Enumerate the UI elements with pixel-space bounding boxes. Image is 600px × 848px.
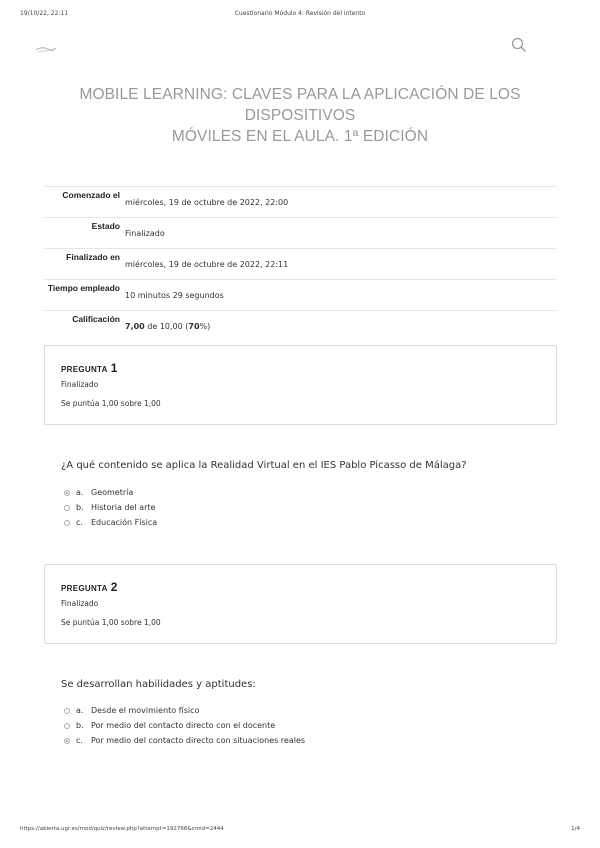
radio-icon[interactable] (64, 708, 70, 714)
answer-text: Desde el movimiento físico (91, 706, 200, 715)
radio-checked-icon[interactable] (64, 738, 70, 744)
answer-letter: a. (76, 706, 84, 715)
question-num: 1 (110, 361, 118, 375)
answer-text: Educación Física (91, 518, 158, 527)
question-1-text: ¿A qué contenido se aplica la Realidad Virtual en el IES Pablo Picasso de Málaga? (61, 460, 467, 471)
print-footer (20, 826, 580, 836)
attempt-summary-table (44, 186, 557, 341)
question-num: 2 (110, 580, 118, 594)
print-page-number: 1/4 (571, 826, 580, 832)
radio-icon[interactable] (64, 520, 70, 526)
answer-letter: c. (76, 518, 83, 527)
radio-icon[interactable] (64, 505, 70, 511)
state-value: Finalizado (125, 229, 165, 238)
answer-option[interactable] (64, 733, 305, 748)
question-number (61, 580, 118, 594)
question-state: Finalizado (61, 599, 99, 608)
answer-option[interactable] (64, 515, 157, 530)
time-value: 10 minutos 29 segundos (125, 291, 224, 300)
question-number (61, 361, 118, 375)
print-datetime: 19/10/22, 22:11 (20, 10, 69, 17)
logo-icon[interactable] (34, 40, 58, 52)
answer-letter: b. (76, 721, 84, 730)
answer-text: Geometría (91, 488, 134, 497)
answer-option[interactable] (64, 718, 305, 733)
answer-text: Historia del arte (91, 503, 156, 512)
question-grade: Se puntúa 1,00 sobre 1,00 (61, 399, 161, 408)
grade-score: 7,00 (125, 322, 145, 331)
question-label: PREGUNTA (61, 584, 108, 593)
grade-value (124, 311, 557, 342)
summary-row-started (44, 187, 557, 218)
question-2-text: Se desarrollan habilidades y aptitudes: (61, 679, 256, 690)
answer-option[interactable] (64, 485, 157, 500)
grade-end: %) (199, 322, 211, 331)
question-2-info (44, 564, 557, 644)
started-label: Comenzado el (62, 190, 120, 200)
question-1-info (44, 345, 557, 425)
answer-letter: b. (76, 503, 84, 512)
radio-icon[interactable] (64, 723, 70, 729)
answer-option[interactable] (64, 500, 157, 515)
print-header (20, 10, 580, 20)
question-2-answers (64, 703, 305, 748)
course-title-line-2: MÓVILES EN EL AULA. 1ª EDICIÓN (171, 128, 429, 145)
question-label: PREGUNTA (61, 365, 108, 374)
finished-label: Finalizado en (66, 252, 120, 262)
answer-option[interactable] (64, 703, 305, 718)
summary-row-time (44, 280, 557, 311)
answer-letter: c. (76, 736, 83, 745)
question-grade: Se puntúa 1,00 sobre 1,00 (61, 618, 161, 627)
summary-row-finished (44, 249, 557, 280)
grade-mid: de 10,00 ( (144, 322, 189, 331)
print-doc-title: Cuestionario Módulo 4: Revisión del intento (234, 10, 366, 17)
summary-row-state (44, 218, 557, 249)
grade-label: Calificación (72, 314, 120, 324)
question-1-answers (64, 485, 157, 530)
answer-letter: a. (76, 488, 84, 497)
grade-percent: 70 (188, 322, 200, 331)
answer-text: Por medio del contacto directo con situaciones reales (91, 736, 306, 745)
finished-value: miércoles, 19 de octubre de 2022, 22:11 (125, 260, 289, 269)
radio-checked-icon[interactable] (64, 490, 70, 496)
print-url: https://abierta.ugr.es/mod/quiz/review.php?attempt=192766&cmid=2444 (20, 826, 224, 832)
search-icon[interactable] (511, 37, 527, 53)
course-title (40, 84, 560, 147)
time-label: Tiempo empleado (47, 283, 120, 293)
state-label: Estado (91, 221, 120, 231)
course-title-line-1: MOBILE LEARNING: CLAVES PARA LA APLICACIÓN DE LOS DISPOSITIVOS (79, 86, 521, 124)
answer-text: Por medio del contacto directo con el docente (91, 721, 276, 730)
summary-row-grade (44, 311, 557, 342)
started-value: miércoles, 19 de octubre de 2022, 22:00 (125, 198, 289, 207)
question-state: Finalizado (61, 380, 99, 389)
